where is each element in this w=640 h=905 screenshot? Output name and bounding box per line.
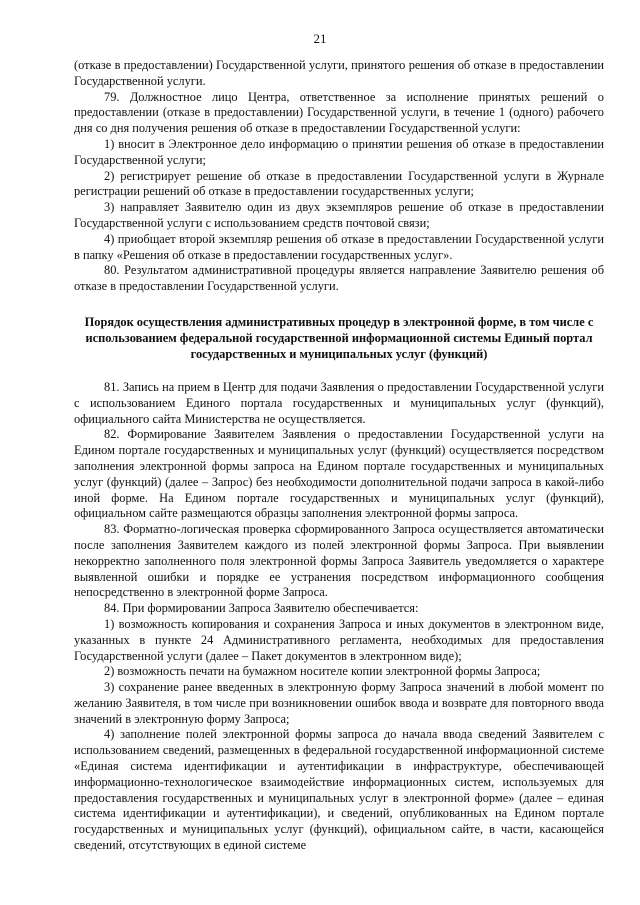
paragraph-84-item-1: 1) возможность копирования и сохранения Запроса и иных документов в электронном виде, указанных в пункте 24 Административного регламента, необходимых для предоставления Государственной услуги (далее – Пакет документов в электронном виде);	[74, 616, 604, 663]
paragraph-continuation: (отказе в предоставлении) Государственной услуги, принятого решения об отказе в предоставлении Государственной услуги.	[74, 58, 604, 88]
paragraph-79: 79. Должностное лицо Центра, ответственное за исполнение принятых решений о предоставлении (отказе в предоставлении) Государственной услуги, в течение 1 (одного) рабочего дня со дня получения решения об отказе в предоставлении Государственной услуги:	[74, 89, 604, 136]
paragraph-84-item-3: 3) сохранение ранее введенных в электронную форму Запроса значений в любой момент по желанию Заявителя, в том числе при возникновении ошибок ввода и возврате для повторного ввода значений в электронную форму Запроса;	[74, 680, 604, 726]
paragraph-79-item-3: 3) направляет Заявителю один из двух экземпляров решение об отказе в предоставлении Государственной услуги с использованием средств почтовой связи;	[74, 200, 604, 230]
paragraph-83: 83. Форматно-логическая проверка сформированного Запроса осуществляется автоматически после заполнения Заявителем каждого из полей электронной формы Запроса. При выявлении некорректно заполненного поля электронной формы Запроса Заявитель уведомляется о характере выявленной ошибки и порядке ее устранения посредством информационного сообщения непосредственно в электронной форме Запроса.	[74, 522, 604, 600]
document-body	[74, 58, 604, 854]
section-heading: Порядок осуществления административных процедур в электронной форме, в том числе с использованием федеральной государственной информационной системы Единый портал государственных и муниципальных услуг (функций)	[84, 314, 594, 361]
page-number: 21	[313, 31, 327, 46]
paragraph-79-item-4: 4) приобщает второй экземпляр решения об отказе в предоставлении Государственной услуги в папку «Решения об отказе в предоставлении государственных услуг».	[74, 231, 604, 262]
paragraph-84-item-2: 2) возможность печати на бумажном носителе копии электронной формы Запроса;	[104, 664, 541, 679]
paragraph-84: 84. При формировании Запроса Заявителю обеспечивается:	[104, 601, 419, 616]
paragraph-79-item-2: 2) регистрирует решение об отказе в предоставлении Государственной услуги в Журнале регистрации решений об отказе в предоставлении государственных услуги;	[74, 168, 604, 199]
paragraph-79-item-1: 1) вносит в Электронное дело информацию о принятии решения об отказе в предоставлении Государственной услуги;	[74, 136, 604, 167]
paragraph-81: 81. Запись на прием в Центр для подачи Заявления о предоставлении Государственной услуги с использованием Единого портала государственных и муниципальных услуг (функций), официального сайта Министерства не осуществляется.	[74, 379, 604, 426]
paragraph-80: 80. Результатом административной процедуры является направление Заявителю решения об отказе в предоставлении Государственной услуги.	[74, 263, 604, 294]
paragraph-84-item-4: 4) заполнение полей электронной формы запроса до начала ввода сведений Заявителем с использованием сведений, размещенных в федеральной государственной информационной системе «Единая система идентификации и аутентификации в инфраструктуре, обеспечивающей информационно-технологическое взаимодействие информационных систем, используемых для предоставления государственных и муниципальных услуг в электронной форме» (далее – единая система идентификации и аутентификации), и сведений, опубликованных на Едином портале государственных и муниципальных услуг (функций), официальном сайте, в части, касающейся сведений, отсутствующих в единой системе	[74, 727, 604, 853]
paragraph-82: 82. Формирование Заявителем Заявления о предоставлении Государственной услуги на Едином портале государственных и муниципальных услуг (функций) осуществляется посредством заполнения электронной формы запроса на Едином портале государственных и муниципальных услуг (функций) (далее – Запрос) без необходимости дополнительной подачи запроса в какой-либо иной форме. На Едином портале государственных и муниципальных услуг (функций), официальном сайте размещаются образцы заполнения электронной формы запроса.	[74, 427, 604, 521]
